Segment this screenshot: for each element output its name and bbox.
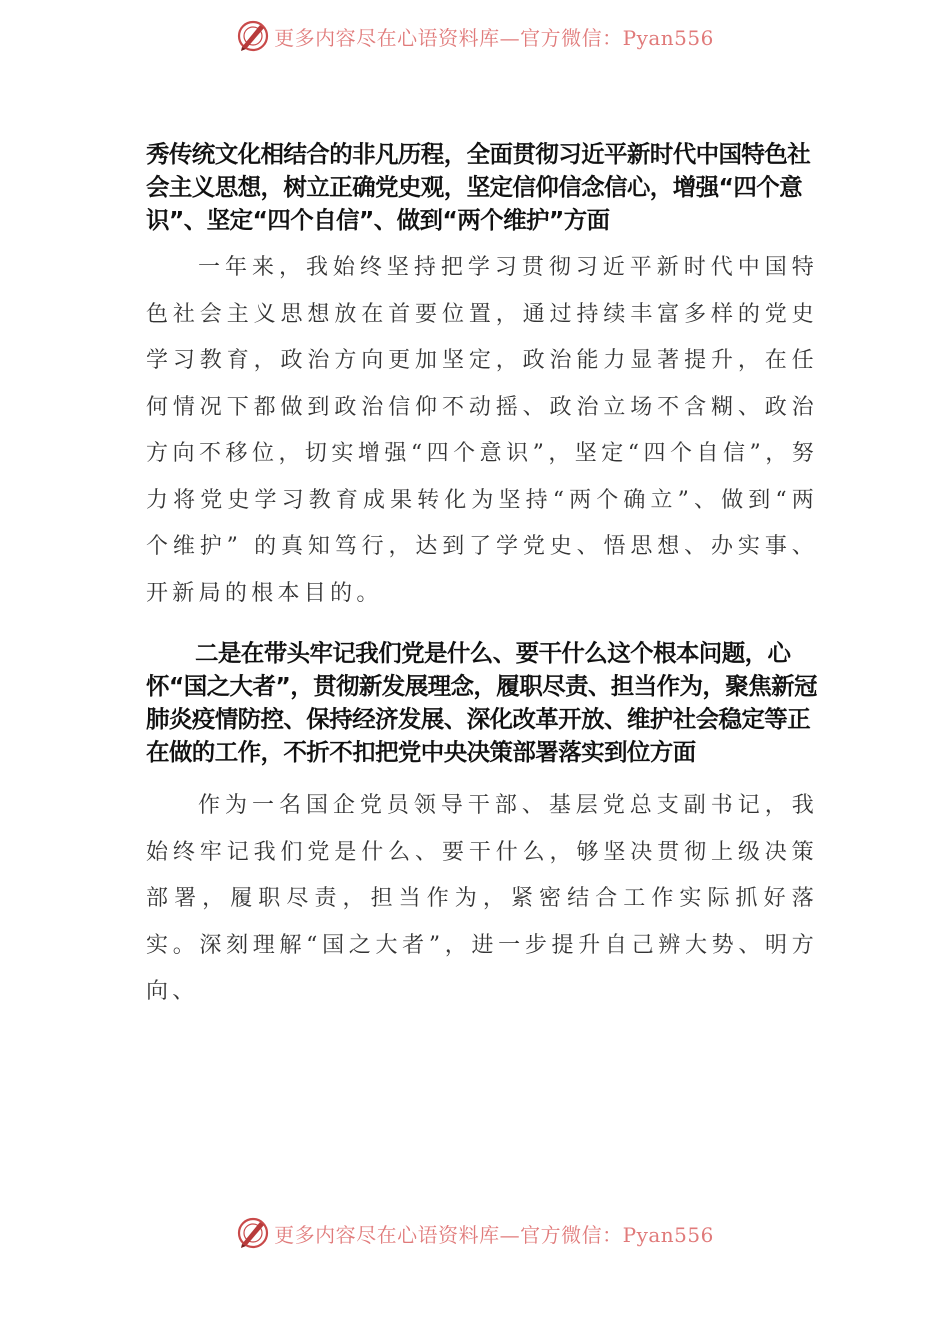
body-paragraph-2: 作为一名国企党员领导干部、基层党总支副书记，我始终牢记我们党是什么、要干什么，够坚决贯彻上级决策部署，履职尽责，担当作为，紧密结合工作实际抓好落实。深刻理解“国之大者”，进一步提升自己辨大势、明方向、 bbox=[146, 793, 818, 1004]
section-heading-2: 二是在带头牢记我们党是什么、要干什么这个根本问题，心怀“国之大者”，贯彻新发展理念，履职尽责、担当作为，聚焦新冠肺炎疫情防控、保持经济发展、深化改革开放、维护社会稳定等正在做的工作，不折不扣把党中央决策部署落实到位方面 bbox=[146, 639, 817, 766]
body-paragraph-1: 一年来，我始终坚持把学习贯彻习近平新时代中国特色社会主义思想放在首要位置，通过持续丰富多样的党史学习教育，政治方向更加坚定，政治能力显著提升，在任何情况下都做到政治信仰不动摇、政治立场不含糊、政治方向不移位，切实增强“四个意识”，坚定“四个自信”，努力将党史学习教育成果转化为坚持“两个确立”、做到“两个维护” 的真知笃行，达到了学党史、悟思想、办实事、开新局的根本目的。 bbox=[146, 255, 818, 606]
header-watermark-text: 更多内容尽在心语资料库—官方微信：Pyan556 bbox=[274, 25, 714, 50]
footer-watermark-text: 更多内容尽在心语资料库—官方微信：Pyan556 bbox=[274, 1222, 714, 1247]
header-watermark bbox=[0, 16, 950, 56]
section-heading-1: 秀传统文化相结合的非凡历程，全面贯彻习近平新时代中国特色社会主义思想，树立正确党史观，坚定信仰信念信心，增强“四个意识”、坚定“四个自信”、做到“两个维护”方面 bbox=[146, 140, 811, 234]
pen-circle-logo-icon bbox=[236, 19, 270, 53]
footer-watermark bbox=[0, 1213, 950, 1253]
pen-circle-logo-icon bbox=[236, 1216, 270, 1250]
document-body bbox=[146, 138, 818, 1016]
